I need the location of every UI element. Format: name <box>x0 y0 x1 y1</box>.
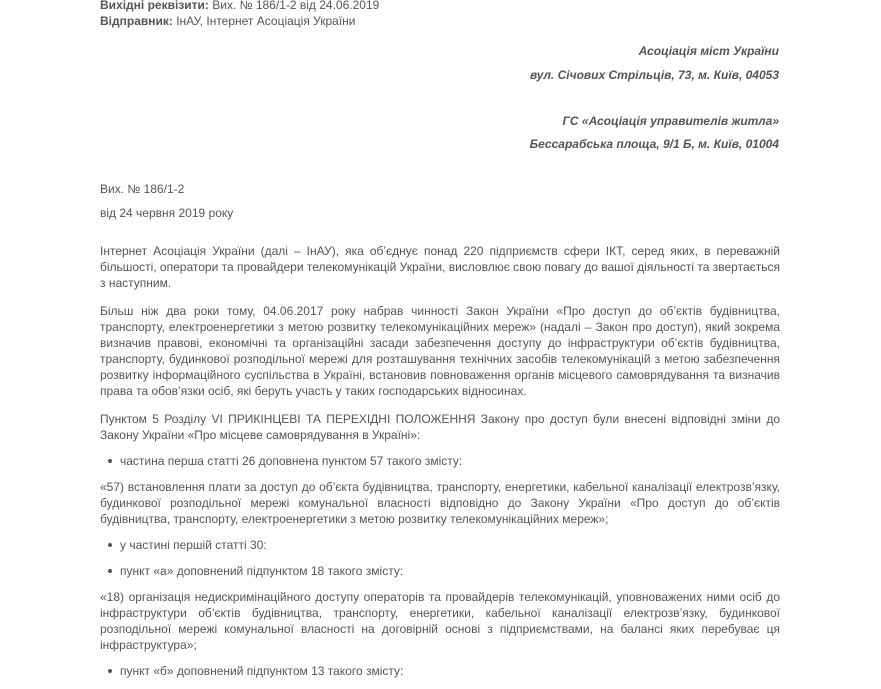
outgoing-details-label: Вихідні реквізити: <box>100 0 209 12</box>
outgoing-details-value: Вих. № 186/1-2 від 24.06.2019 <box>212 0 380 12</box>
quote-item-18: «18) організація недискримінаційного доступу операторів та провайдерів телекомунікацій, уповноважених ними осіб до інфраструктури об’єктів будівництва, транспорту, енергетики, кабельної каналізації електрозв’язку, будинкової розподільної мережі комунальної власності на договірній основі з підприємствами, на балансі яких перебуває ця інфраструктура»; <box>100 590 780 652</box>
letter-meta <box>100 0 379 29</box>
list-item: у частині першій статті 30: <box>100 537 780 553</box>
paragraph-intro: Інтернет Асоціація України (далі – ІнАУ), яка об’єднує понад 220 підприємств сфери ІКТ, серед яких, в переважній більшості, оператори та провайдери телекомунікацій України, висловлює свою повагу до вашої діяльності та звертається з наступним. <box>100 244 780 290</box>
addressee-2-name: ГС «Асоціація управителів житла» <box>562 114 779 128</box>
sender-value: ІнАУ, Інтернет Асоціація України <box>176 14 356 28</box>
letter-body <box>100 243 780 689</box>
addressee-1-name: Асоціація міст України <box>638 44 779 58</box>
sender-row <box>100 13 379 29</box>
addressee-1-address: вул. Січових Стрільців, 73, м. Київ, 04053 <box>530 68 779 82</box>
paragraph-amendments: Пунктом 5 Розділу VI ПРИКІНЦЕВІ ТА ПЕРЕХІДНІ ПОЛОЖЕННЯ Закону про доступ були внесені відповідні зміни до Закону України «Про місцеве самоврядування в Україні»: <box>100 412 780 442</box>
addressee-2-address: Бессарабська площа, 9/1 Б, м. Київ, 01004 <box>529 137 779 151</box>
list-item: пункт «а» доповнений підпунктом 18 такого змісту: <box>100 563 780 579</box>
letter-number: Вих. № 186/1-2 <box>100 182 185 196</box>
sender-label: Відправник: <box>100 14 173 28</box>
list-item: пункт «б» доповнений підпунктом 13 такого змісту: <box>100 663 780 679</box>
paragraph-law-overview: Більш ніж два роки тому, 04.06.2017 року набрав чинності Закон України «Про доступ до об’єктів будівництва, транспорту, електроенергетики з метою розвитку телекомунікаційних мереж» (надалі – Закон про доступ), який зокрема визначив правові, економічні та організаційні засади забезпечення доступу до інфраструктури об’єктів будівництва, транспорту, будинкової розподільної мережі для розташування технічних засобів телекомунікацій з метою забезпечення розвитку інформаційного суспільства в Україні, встановив повноваження органів місцевого самоврядування та визначив права та обов’язки осіб, які беруть участь у таких господарських відносинах. <box>100 304 780 398</box>
list-item: частина перша статті 26 доповнена пунктом 57 такого змісту: <box>100 453 780 469</box>
letter-date: від 24 червня 2019 року <box>100 206 234 220</box>
outgoing-details-row <box>100 0 379 13</box>
quote-item-57: «57) встановлення плати за доступ до об’єкта будівництва, транспорту, енергетики, кабельної каналізації електрозв’язку, будинкової розподільної мережі комунальної власності відповідно до Закону України «Про доступ до об’єктів будівництва, транспорту, електроенергетики з метою розвитку телекомунікаційних мереж»; <box>100 480 780 526</box>
